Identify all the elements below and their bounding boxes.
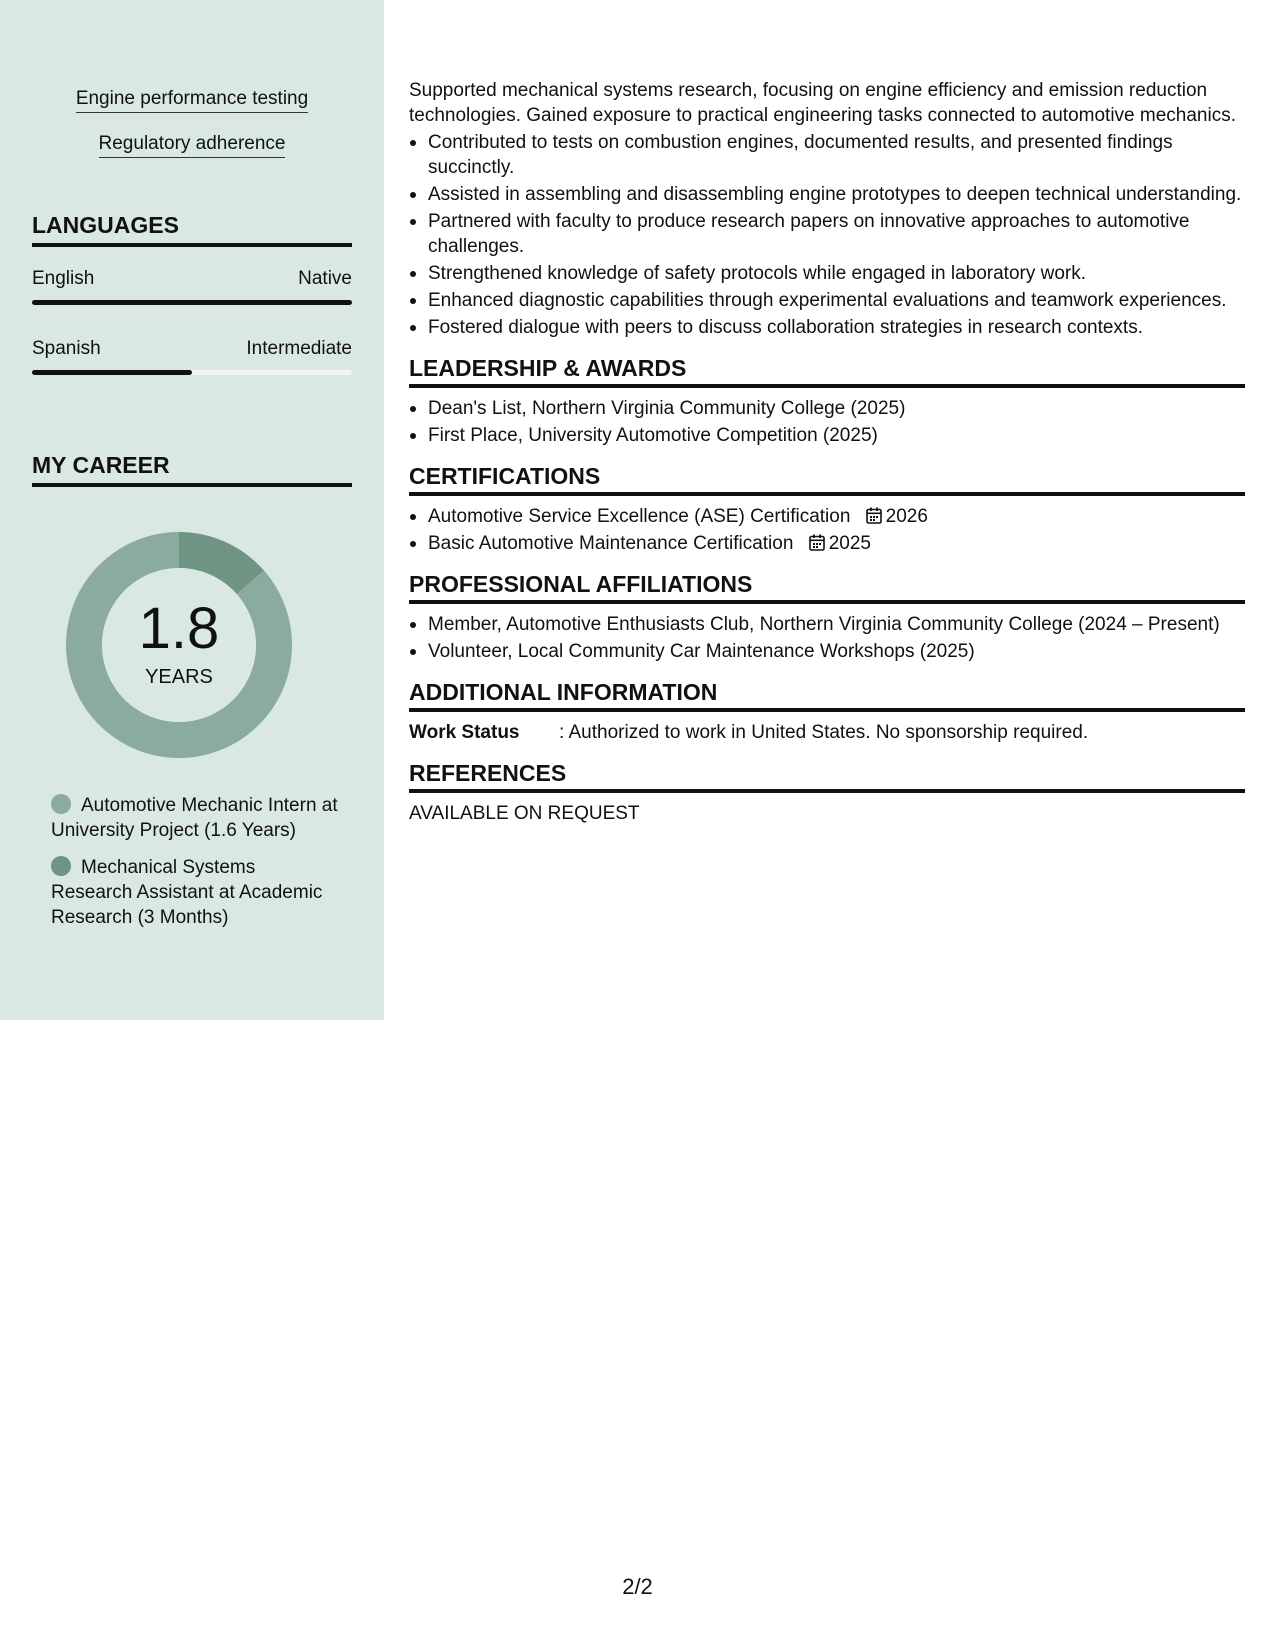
list-item: Member, Automotive Enthusiasts Club, Northern Virginia Community College (2024 – Present)	[409, 612, 1245, 637]
language-name: English	[32, 268, 95, 289]
certification-year: 2025	[828, 533, 871, 554]
list-item: Assisted in assembling and disassembling engine prototypes to deepen technical understanding.	[409, 182, 1245, 207]
list-item: Strengthened knowledge of safety protocols while engaged in laboratory work.	[409, 261, 1245, 286]
skill-label: Engine performance testing	[76, 88, 308, 113]
career-heading: MY CAREER	[32, 452, 352, 487]
page-number: 2/2	[622, 1574, 653, 1599]
languages-heading: LANGUAGES	[32, 212, 352, 247]
list-item: Dean's List, Northern Virginia Community College (2025)	[409, 396, 1245, 421]
language-proficiency-fill	[32, 370, 192, 375]
additional-info-heading: ADDITIONAL INFORMATION	[409, 680, 1245, 712]
list-item	[409, 531, 1245, 556]
career-legend-label: Automotive Mechanic Intern at University Project (1.6 Years)	[51, 795, 338, 841]
list-item: Enhanced diagnostic capabilities through experimental evaluations and teamwork experiences.	[409, 288, 1245, 313]
affiliations-heading: PROFESSIONAL AFFILIATIONS	[409, 572, 1245, 604]
leadership-heading: LEADERSHIP & AWARDS	[409, 356, 1245, 388]
references-text: AVAILABLE ON REQUEST	[409, 803, 640, 824]
main-content	[409, 78, 1245, 828]
language-name: Spanish	[32, 338, 101, 359]
list-item: Contributed to tests on combustion engines, documented results, and presented findings succinctly.	[409, 130, 1245, 180]
career-legend-item	[51, 855, 341, 930]
certification-year: 2026	[885, 506, 928, 527]
language-level: Native	[298, 268, 352, 289]
list-item: Fostered dialogue with peers to discuss collaboration strategies in research contexts.	[409, 315, 1245, 340]
list-item: Partnered with faculty to produce research papers on innovative approaches to automotive challenges.	[409, 209, 1245, 259]
work-status-value: : Authorized to work in United States. No sponsorship required.	[559, 722, 1089, 743]
skill-label: Regulatory adherence	[99, 133, 286, 158]
list-item	[409, 504, 1245, 529]
skill-item[interactable]	[0, 133, 384, 158]
work-status-row	[409, 720, 1245, 745]
language-proficiency-fill	[32, 300, 352, 305]
experience-summary: Supported mechanical systems research, focusing on engine efficiency and emission reduction technologies. Gained exposure to practical engineering tasks connected to automotive mechanics.	[409, 80, 1236, 126]
list-item: First Place, University Automotive Competition (2025)	[409, 423, 1245, 448]
calendar-icon	[809, 534, 825, 551]
language-proficiency-bar	[32, 370, 352, 375]
career-legend-item	[51, 793, 341, 843]
certifications-heading: CERTIFICATIONS	[409, 464, 1245, 496]
calendar-icon	[866, 507, 882, 524]
references-heading: REFERENCES	[409, 761, 1245, 793]
language-row	[32, 338, 352, 360]
certification-name: Automotive Service Excellence (ASE) Certification	[428, 506, 851, 527]
language-row	[32, 268, 352, 290]
language-level: Intermediate	[246, 338, 352, 359]
list-item: Volunteer, Local Community Car Maintenance Workshops (2025)	[409, 639, 1245, 664]
affiliations-list	[409, 612, 1245, 664]
certification-name: Basic Automotive Maintenance Certification	[428, 533, 794, 554]
legend-dot	[51, 856, 71, 876]
work-status-label: Work Status	[409, 722, 520, 743]
career-total-value: 1.8	[138, 596, 220, 661]
legend-dot	[51, 794, 71, 814]
skill-item[interactable]	[0, 88, 384, 113]
sidebar	[0, 0, 384, 1020]
certifications-list	[409, 504, 1245, 556]
leadership-list	[409, 396, 1245, 448]
experience-bullets	[409, 130, 1245, 340]
career-total-unit: YEARS	[145, 666, 213, 688]
career-legend-label: Mechanical Systems Research Assistant at Academic Research (3 Months)	[51, 857, 323, 928]
language-proficiency-bar	[32, 300, 352, 305]
